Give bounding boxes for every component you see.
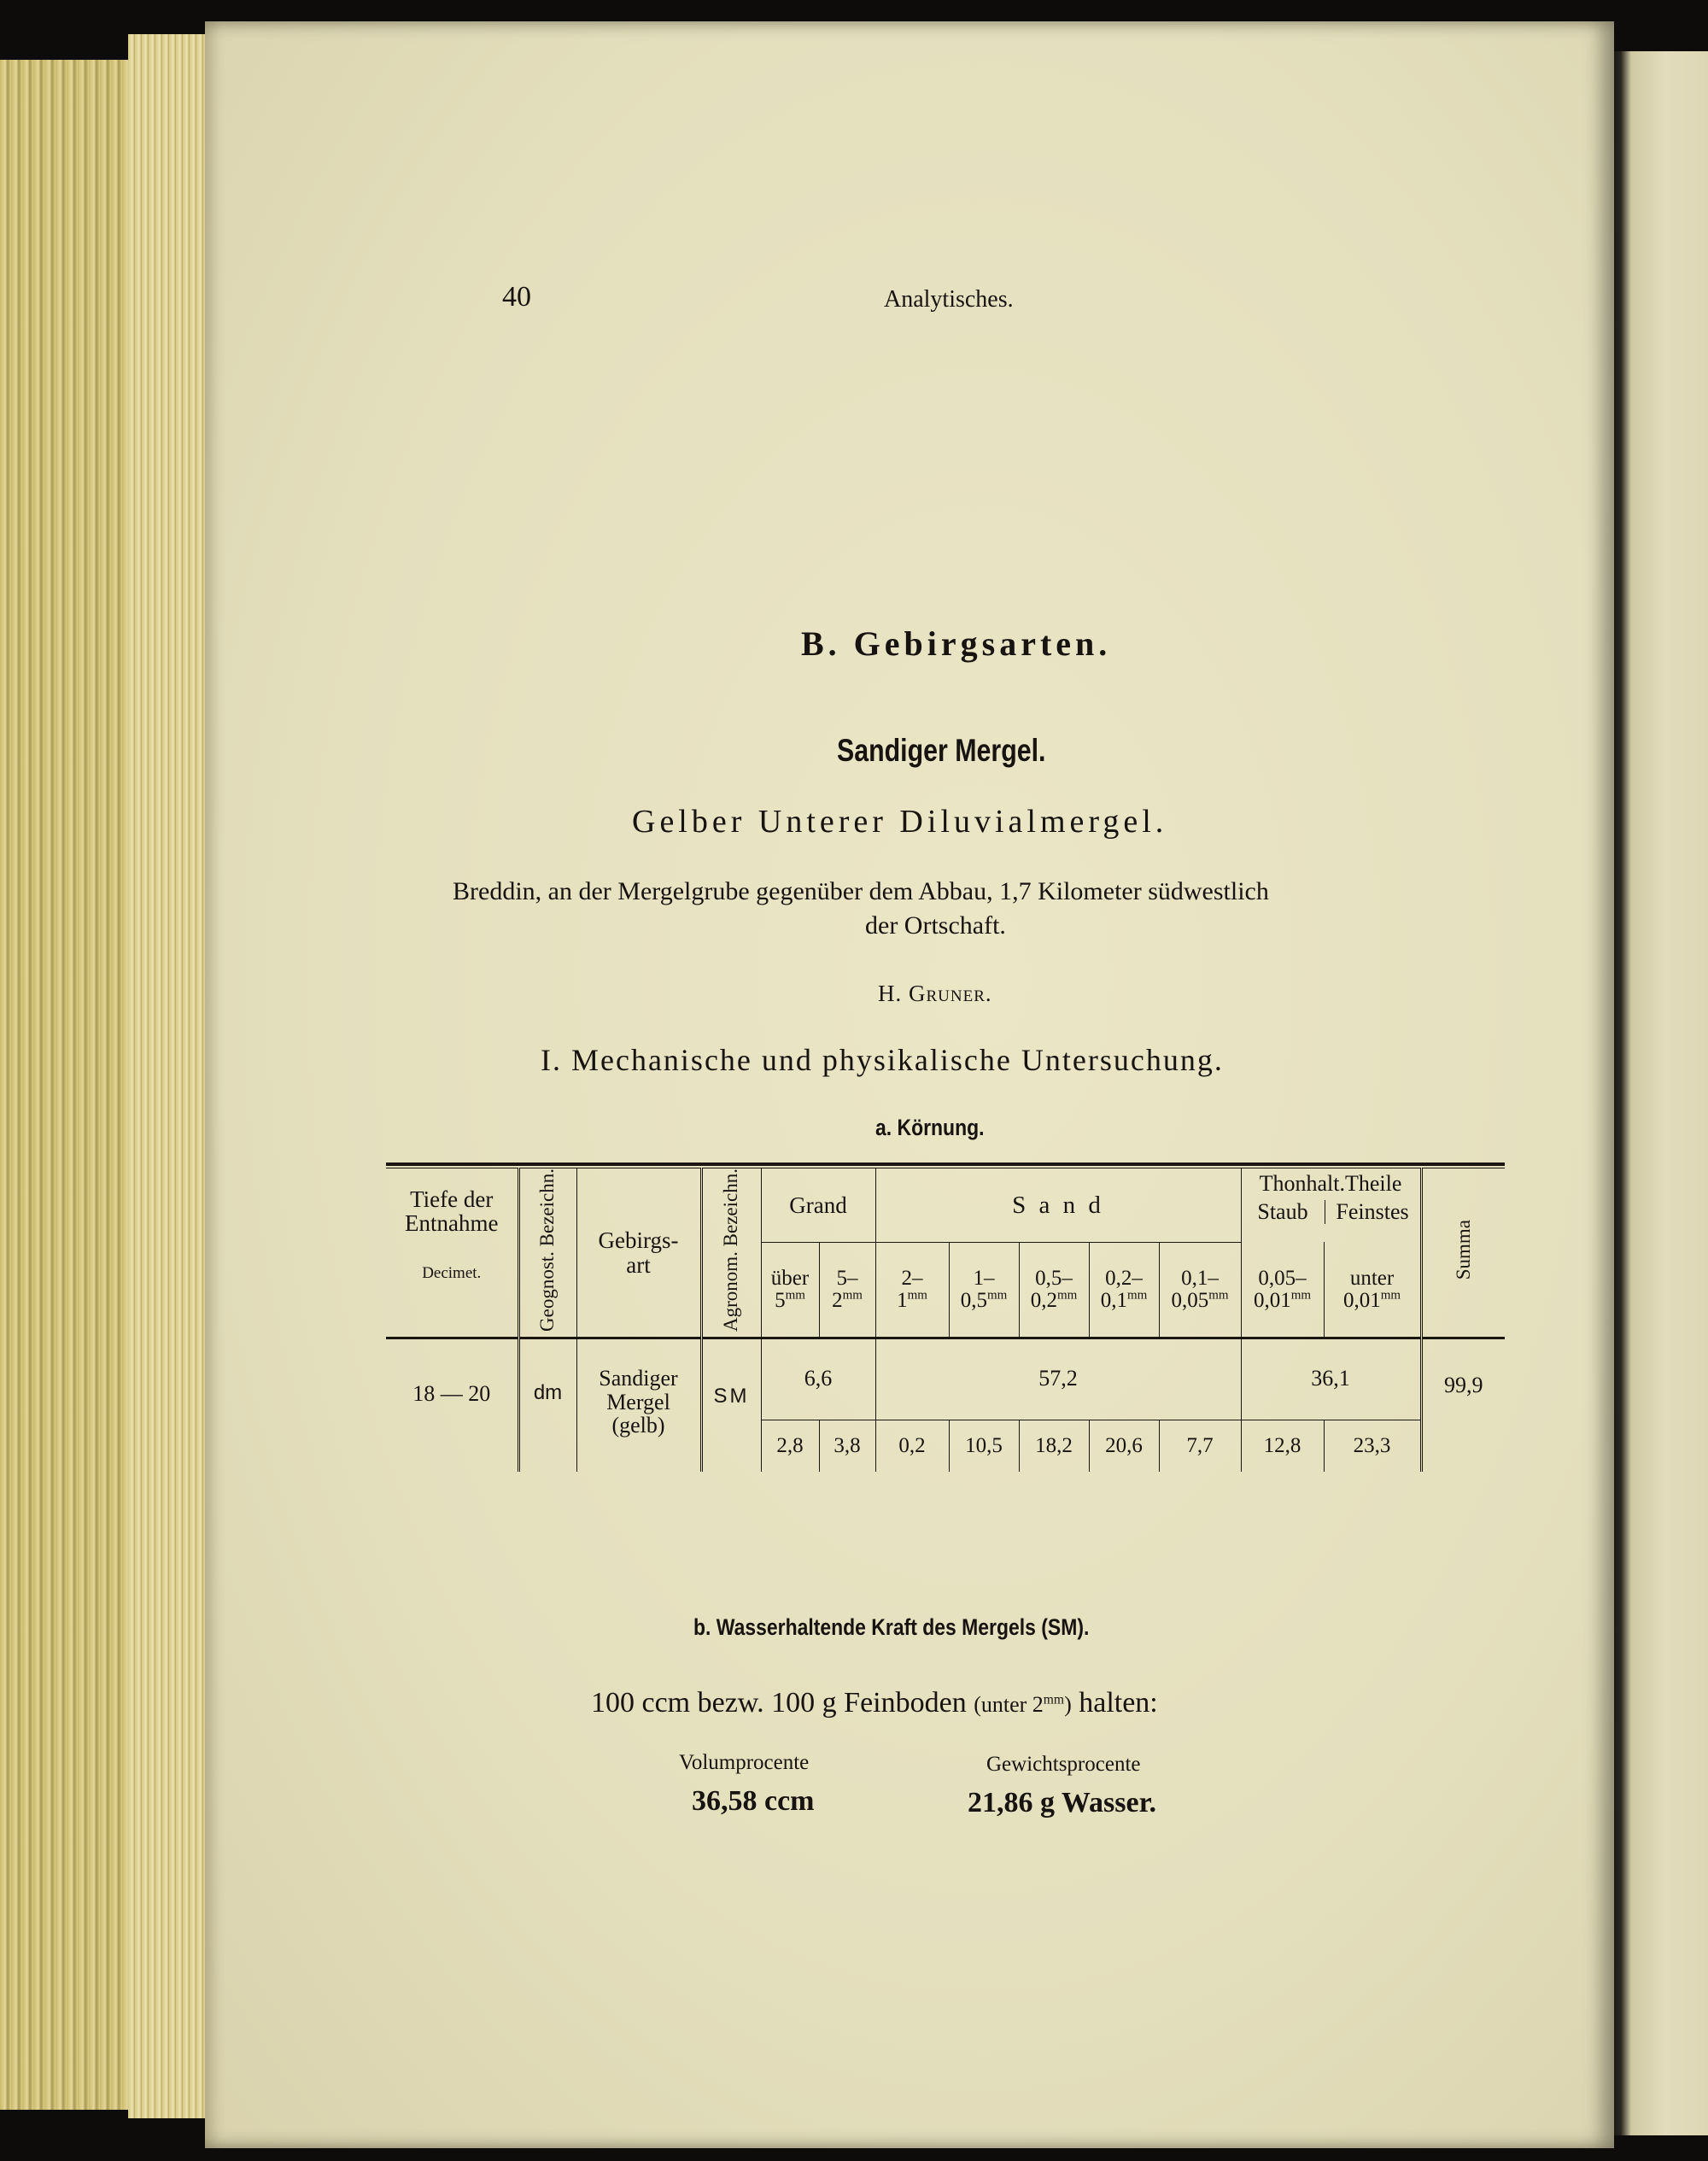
header-thon-1: 0,05– $0,01^{mm}$ bbox=[1241, 1242, 1324, 1338]
koernung-table bbox=[386, 1168, 1505, 1472]
book-page bbox=[205, 21, 1614, 2148]
rock-name: Sandiger Mergel. bbox=[837, 733, 1046, 768]
header-gebirgsart: Gebirgs- art bbox=[576, 1168, 701, 1338]
header-sand-1: 2– $1^{mm}$ bbox=[875, 1242, 949, 1338]
cell-sand-1: 0,2 bbox=[875, 1420, 949, 1472]
header-sand-3: 0,5– $0,2^{mm}$ bbox=[1019, 1242, 1089, 1338]
header-thon: Thonhalt.Theile Staub Feinstes bbox=[1241, 1168, 1421, 1243]
header-summa: Summa bbox=[1421, 1168, 1505, 1338]
header-depth: Tiefe der Entnahme Decimet. bbox=[386, 1168, 518, 1338]
cell-grand-total: 6,6 bbox=[761, 1338, 875, 1420]
cell-sand-total: 57,2 bbox=[875, 1338, 1241, 1420]
cell-thon-2: 23,3 bbox=[1324, 1420, 1421, 1472]
weight-label: Gewichtsprocente bbox=[986, 1753, 1141, 1776]
cell-gebirgsart: Sandiger Mergel (gelb) bbox=[576, 1338, 701, 1472]
weight-value: 21,86 g Wasser. bbox=[968, 1787, 1157, 1818]
part-b-title: b. Wasserhaltende Kraft des Mergels (SM). bbox=[693, 1614, 1090, 1640]
cell-summa: 99,9 bbox=[1421, 1338, 1505, 1472]
header-geognost: Geognost. Bezeichn. bbox=[518, 1168, 576, 1338]
header-grand-2: 5– $2^{mm}$ bbox=[819, 1242, 875, 1338]
cell-sand-2: 10,5 bbox=[949, 1420, 1019, 1472]
part-a-title: a. Körnung. bbox=[875, 1115, 985, 1140]
running-title: Analytisches. bbox=[884, 286, 1014, 313]
section-title: B. Gebirgsarten. bbox=[801, 624, 1112, 663]
cell-sand-5: 7,7 bbox=[1159, 1420, 1241, 1472]
header-sand: S a n d bbox=[875, 1168, 1241, 1243]
cell-depth: 18 — 20 bbox=[386, 1338, 518, 1472]
header-sand-4: 0,2– $0,1^{mm}$ bbox=[1089, 1242, 1159, 1338]
location-line-1: Breddin, an der Mergelgrube gegenüber dem Abbau, 1,7 Kilometer südwestlich bbox=[453, 877, 1269, 905]
header-sand-2: 1– $0,5^{mm}$ bbox=[949, 1242, 1019, 1338]
cell-sand-3: 18,2 bbox=[1019, 1420, 1089, 1472]
cell-agronom: SM bbox=[701, 1338, 761, 1472]
facing-page-edge bbox=[1614, 51, 1708, 2135]
header-thon-2: unter $0,01^{mm}$ bbox=[1324, 1242, 1421, 1338]
page-number: 40 bbox=[502, 281, 531, 313]
subsection-title: I. Mechanische und physikalische Untersuchung. bbox=[541, 1043, 1224, 1077]
cell-grand-2: 3,8 bbox=[819, 1420, 875, 1472]
header-grand-1: über $5^{mm}$ bbox=[761, 1242, 819, 1338]
water-capacity-line: 100 ccm bezw. 100 g Feinboden (unter $2^{mm}$) halten: bbox=[591, 1687, 1158, 1719]
header-sand-5: 0,1– $0,05^{mm}$ bbox=[1159, 1242, 1241, 1338]
analyst: H. Gruner. bbox=[878, 981, 992, 1006]
cell-geognost: dm bbox=[518, 1338, 576, 1472]
table-top-rule bbox=[386, 1162, 1505, 1166]
header-agronom: Agronom. Bezeichn. bbox=[701, 1168, 761, 1338]
cell-thon-1: 12,8 bbox=[1241, 1420, 1324, 1472]
cell-sand-4: 20,6 bbox=[1089, 1420, 1159, 1472]
location-line-2: der Ortschaft. bbox=[865, 911, 1006, 940]
header-grand: Grand bbox=[761, 1168, 875, 1243]
vol-value: 36,58 ccm bbox=[692, 1785, 815, 1817]
vol-label: Volumprocente bbox=[679, 1751, 810, 1774]
rock-variety: Gelber Unterer Diluvialmergel. bbox=[632, 804, 1168, 840]
cell-grand-1: 2,8 bbox=[761, 1420, 819, 1472]
cell-thon-total: 36,1 bbox=[1241, 1338, 1421, 1420]
